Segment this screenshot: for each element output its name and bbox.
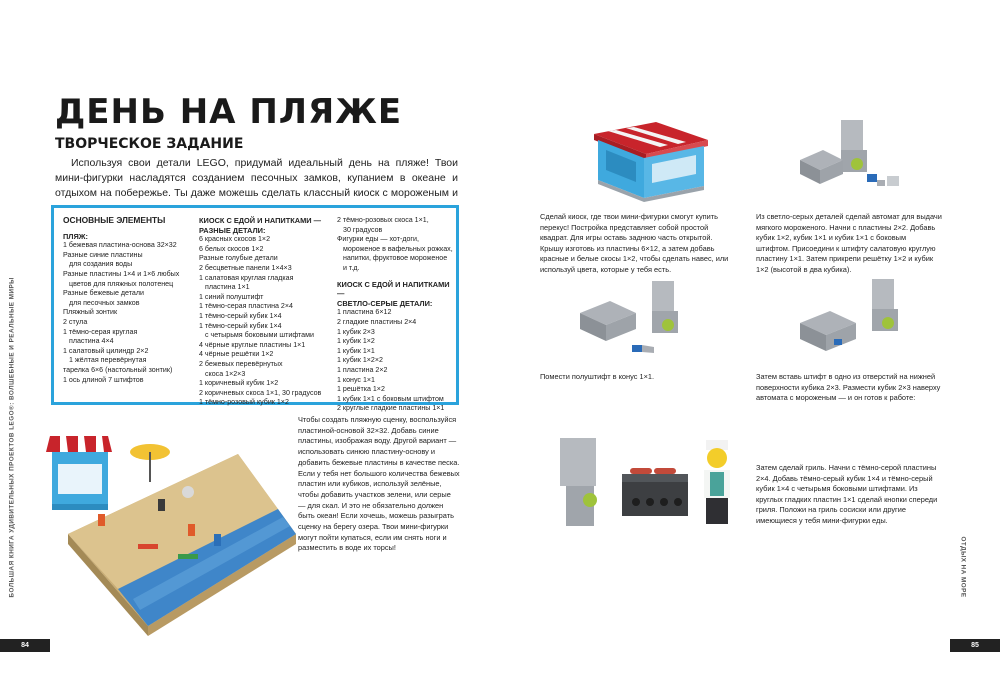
beach-heading: ПЛЯЖ:: [63, 231, 88, 241]
kiosk-heading-2: РАЗНЫЕ ДЕТАЛИ:: [199, 225, 266, 235]
caption-machine: Из светло-серых деталей сделай автомат для выдачи мягкого мороженого. Начни с пластины 2×2. Добавь кубик 1×2, кубик 1×1 и кубик 1×1 с боковым штифтом. Присоедини к штифту салатовую круглую пластину 1×1. Затем прикрепи решётку 1×2 и кубик 1×2 (высотой в два кубика).: [756, 212, 942, 274]
list-item: 1 кубик 1×1: [337, 346, 375, 355]
machine-parts-image: [795, 110, 915, 200]
elements-heading: ОСНОВНЫЕ ЭЛЕМЕНТЫ: [63, 215, 166, 225]
kiosk-heading-1: КИОСК С ЕДОЙ И НАПИТКАМИ —: [199, 216, 322, 225]
page-title: ДЕНЬ НА ПЛЯЖЕ: [55, 92, 403, 132]
list-item: тарелка 6×6 (настольный зонтик): [63, 365, 173, 374]
list-item: 4 чёрные решётки 1×2: [199, 350, 274, 359]
caption-grill: Затем сделай гриль. Начни с тёмно-серой пластины 2×4. Добавь тёмно-серый кубик 1×4 и тёмно-серый кубик 1×4 с четырьмя боковыми штифтами. Из круглых гладких пластин 1×1 сделай кнопки спереди гриля. Положи на гриль сосиски или другие имеющиеся у тебя мини-фигурки еды.: [756, 463, 938, 525]
kiosk2-list: [337, 308, 457, 414]
list-item: 2 круглые гладкие пластины 1×1: [337, 404, 445, 413]
list-item: 1 кубик 1×2×2: [337, 356, 383, 365]
list-item: 1 тёмно-серый кубик 1×4: [199, 311, 282, 320]
intro-paragraph: Используя свои детали LEGO, придумай идеальный день на пляже! Твои мини-фигурки насладятся созданием песочных замков, купанием в океане и отдыхом на побережье. Ты даже можешь сделать классный киоск с мороженым и: [55, 157, 458, 199]
kiosk-list: [199, 235, 329, 408]
list-item: 1 тёмно-серая круглая: [63, 327, 138, 336]
list-item: с четырьмя боковыми штифтами: [205, 331, 314, 340]
kiosk2-heading-2: СВЕТЛО-СЕРЫЕ ДЕТАЛИ:: [337, 298, 433, 308]
beach-paragraph-text: Чтобы создать пляжную сценку, воспользуйся пластиной-основой 32×32. Добавь синие пластины, изображая воду. Другой вариант — использовать синюю пластину-основу и добавить бежевые пластины в качестве песка. Если у тебя нет большого количества бежевых пластин или кубиков, используй зелёные, чтобы добавить участков зелени, или серые — для скал. И это не обязательно должен быть океан! Если хочешь, можешь разыграть сценку на берегу озера. Твои мини-фигурки могут пойти купаться, если им снять ноги и разместить в воде их торсы!: [298, 415, 460, 553]
list-item: пластина 4×4: [69, 337, 114, 346]
list-item: 30 градусов: [343, 225, 383, 234]
list-item: 1 кубик 1×1 с боковым штифтом: [337, 394, 444, 403]
list-item: 2 стула: [63, 317, 88, 326]
caption-cone: Помести полуштифт в конус 1×1.: [540, 372, 655, 381]
list-item: пластина 1×1: [205, 283, 250, 292]
elements-col-kiosk2: [337, 216, 457, 414]
list-item: и т.д.: [343, 263, 360, 272]
list-item: Фигурки еды — хот-доги,: [337, 235, 419, 244]
list-item: Разные бежевые детали: [63, 289, 144, 298]
elements-box: [51, 205, 459, 413]
list-item: 1 конус 1×1: [337, 375, 375, 384]
list-item: 6 белых скосов 1×2: [199, 244, 264, 253]
list-item: 2 тёмно-розовых скоса 1×1,: [337, 216, 429, 224]
list-item: 2 бесцветные панели 1×4×3: [199, 263, 292, 272]
beach-paragraph: [298, 415, 460, 554]
elements-col-kiosk: [199, 216, 329, 408]
list-item: Разные синие пластины: [63, 250, 143, 259]
list-item: Разные пластины 1×4 и 1×6 любых: [63, 269, 180, 278]
list-item: мороженое в вафельных рожках,: [343, 244, 453, 253]
list-item: 1 решётка 1×2: [337, 385, 385, 394]
col3-list: [337, 216, 457, 274]
cone-step-image: [570, 275, 710, 365]
list-item: для песочных замков: [69, 298, 140, 307]
list-item: 2 коричневых скоса 1×1, 30 градусов: [199, 388, 322, 397]
right-running-head: ОТДЫХ НА МОРЕ: [959, 536, 967, 598]
page-number-left: 84: [0, 639, 50, 652]
beach-scene-image: [38, 414, 296, 636]
beach-list: [63, 241, 191, 385]
list-item: 1 ось длиной 7 штифтов: [63, 375, 144, 384]
list-item: 1 салатовый цилиндр 2×2: [63, 346, 149, 355]
list-item: 1 пластина 2×2: [337, 365, 388, 374]
left-running-head: БОЛЬШАЯ КНИГА УДИВИТЕЛЬНЫХ ПРОЕКТОВ LEGO®: ВОЛШЕБНЫЕ И РЕАЛЬНЫЕ МИРЫ: [8, 277, 16, 598]
attach-step-image: [790, 275, 930, 365]
list-item: 6 красных скосов 1×2: [199, 235, 271, 244]
list-item: 1 пластина 6×12: [337, 308, 392, 317]
list-item: 1 салатовая круглая гладкая: [199, 273, 294, 282]
section-subtitle: ТВОРЧЕСКОЕ ЗАДАНИЕ: [55, 136, 244, 152]
list-item: цветов для пляжных полотенец: [69, 279, 174, 288]
list-item: 1 кубик 2×3: [337, 327, 375, 336]
list-item: 1 бежевая пластина-основа 32×32: [63, 241, 177, 250]
kiosk-image: [586, 94, 716, 204]
list-item: 1 синий полуштифт: [199, 292, 264, 301]
caption-attach: Затем вставь штифт в одно из отверстий на нижней поверхности кубика 2×3. Размести кубик 2×3 наверху автомата с мороженым — и он готов к работе:: [756, 372, 941, 403]
list-item: 1 жёлтая перевёрнутая: [69, 356, 147, 365]
list-item: Разные голубые детали: [199, 254, 278, 263]
grill-scene-image: [550, 428, 760, 548]
list-item: Пляжный зонтик: [63, 308, 118, 317]
caption-kiosk: Сделай киоск, где твои мини-фигурки смогут купить перекус! Постройка представляет собой простой квадрат. Для игры оставь заднюю часть открытой. Крышу изготовь из пластины 6×12, а затем добавь красные и белые скосы 1×2, чтобы сделать навес, или используй цвета, которые у тебя есть.: [540, 212, 729, 274]
page-number-right: 85: [950, 639, 1000, 652]
list-item: 1 коричневый кубик 1×2: [199, 379, 279, 388]
list-item: 1 тёмно-розовый кубик 1×2: [199, 398, 289, 407]
kiosk2-heading-1: КИОСК С ЕДОЙ И НАПИТКАМИ —: [337, 279, 450, 299]
list-item: 1 тёмно-серая пластина 2×4: [199, 302, 293, 311]
list-item: 4 чёрные круглые пластины 1×1: [199, 340, 306, 349]
list-item: для создания воды: [69, 260, 133, 269]
list-item: 1 кубик 1×2: [337, 337, 375, 346]
list-item: напитки, фруктовое мороженое: [343, 254, 448, 263]
list-item: 2 гладкие пластины 2×4: [337, 317, 417, 326]
list-item: 1 тёмно-серый кубик 1×4: [199, 321, 282, 330]
list-item: скоса 1×2×3: [205, 369, 246, 378]
list-item: 2 бежевых перевёрнутых: [199, 359, 283, 368]
elements-col-beach: [63, 216, 191, 385]
